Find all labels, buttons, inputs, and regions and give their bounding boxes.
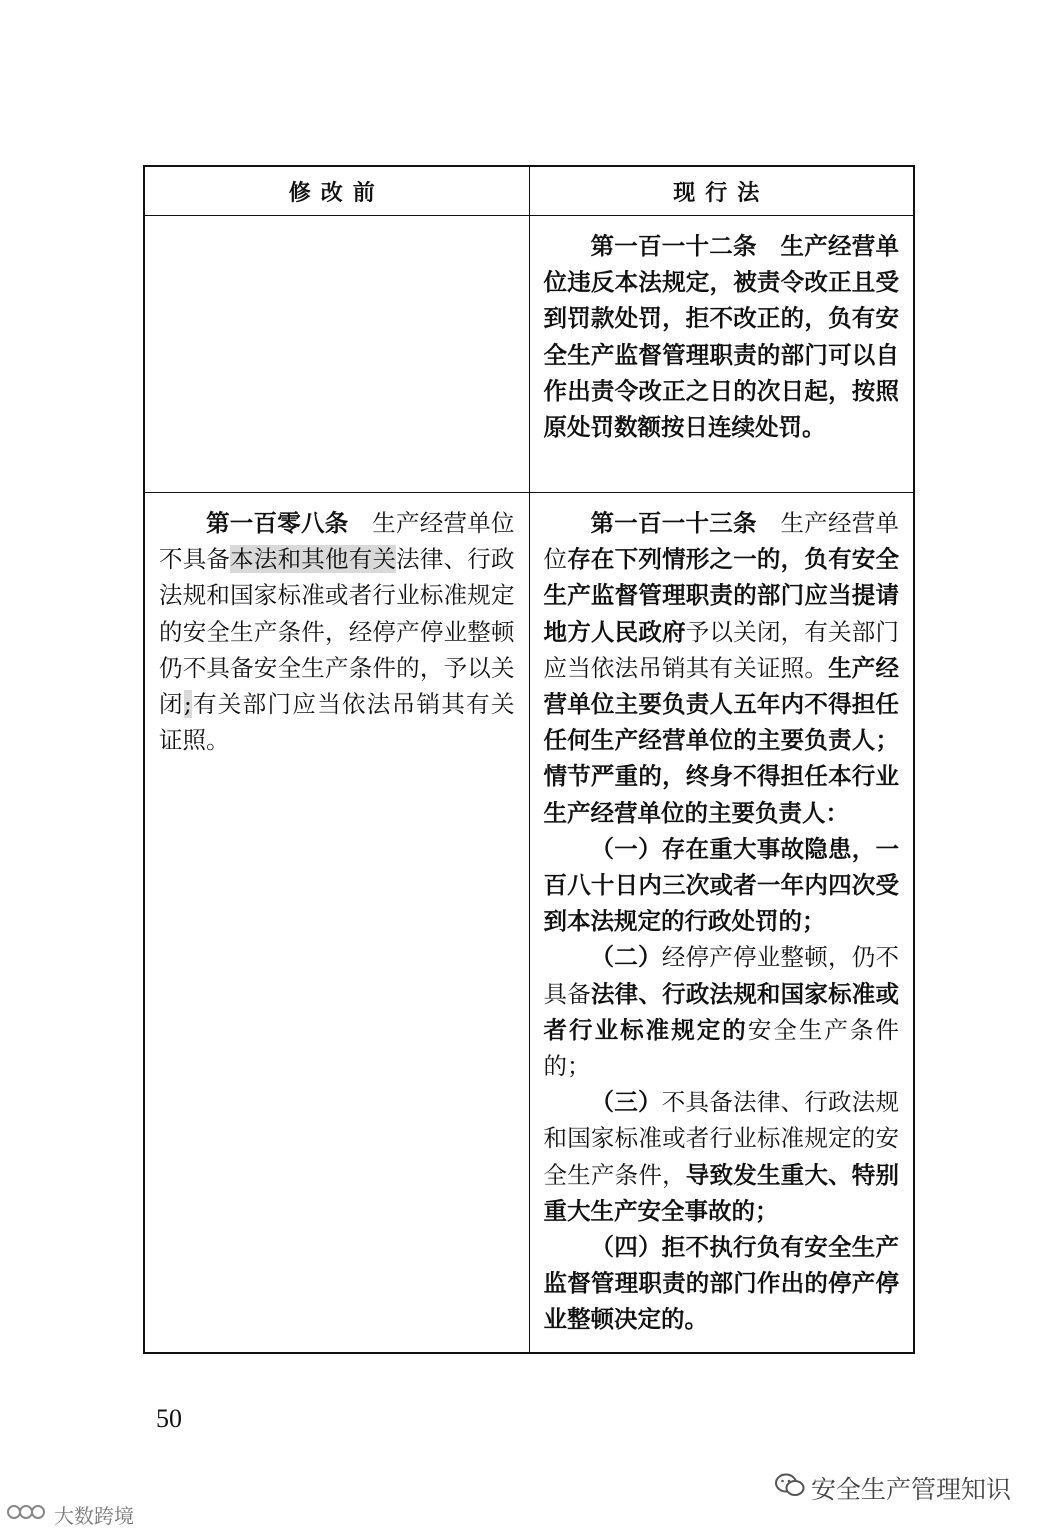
article-113-text-2: 存在下列情形之一的，负有安全生产监督管理职责的部门应当提请地方人民政府: [543, 545, 900, 646]
article-112-title: 第一百一十二条: [590, 232, 757, 260]
watermark-right: [775, 1470, 1011, 1506]
item-3-text-2: 导致发生重大、特别重大生产安全事故的；: [543, 1160, 900, 1225]
row2-current-cell: [529, 493, 914, 1353]
article-113-item-1: （一）存在重大事故隐患，一百八十日内三次或者一年内四次受到本法规定的行政处罚的；: [543, 834, 899, 936]
item-3-text-1: 不具备法律、行政法规和国家标准或者行业标准规定的安全生产条件，: [543, 1088, 899, 1189]
article-113-item-4: （四）拒不执行负有安全生产监督管理职责的部门作出的停产停业整顿决定的。: [543, 1233, 899, 1334]
row2-before-text: [145, 493, 529, 772]
article-108-title: 第一百零八条: [206, 509, 349, 537]
row1-current-text: [530, 216, 914, 459]
row1-current-cell: [529, 216, 914, 493]
article-113-title: 第一百一十三条: [590, 509, 757, 537]
row2-before-cell: [144, 493, 529, 1353]
item-2-text-2: 法律、行政法规和国家标准或者行业标准规定的: [543, 979, 900, 1044]
watermark-right-text: 安全生产管理知识: [811, 1475, 1012, 1504]
row1-before-text: [145, 216, 529, 242]
header-current: 现行法: [529, 166, 914, 216]
article-112-body: 生产经营单位违反本法规定，被责令改正且受到罚款处罚，拒不改正的，负有安全生产监督管理职责的部门可以自作出责令改正之日的次日起，按照原处罚数额按日连续处罚。: [543, 232, 899, 442]
article-113-item-3: [544, 1084, 900, 1229]
article-113-text-4: 生产经营单位主要负责人五年内不得担任任何生产经营单位的主要负责人；情节严重的，终身不得担任本行业生产经营单位的主要负责人：: [543, 653, 900, 827]
article-108-text-1: 生产经营单位不具备: [159, 509, 515, 574]
article-113-item-2: [544, 939, 900, 1084]
item-2-number: （二）: [590, 943, 662, 972]
article-108-text-3: 有关部门应当依法吊销其有关证照。: [159, 690, 515, 755]
article-113-text-3: 予以关闭，有关部门应当依法吊销其有关证照。: [543, 617, 900, 682]
item-3-number: （三）: [590, 1088, 662, 1117]
row2-current-text: [530, 493, 914, 1352]
article-113-text-1: 生产经营单位: [543, 509, 899, 574]
page-number: 50: [156, 1404, 182, 1433]
watermark-left-text: 大数跨境: [54, 1504, 134, 1528]
row1-before-cell: [144, 216, 529, 493]
article-108-highlight-2: ;: [183, 690, 192, 719]
item-2-text-1: 经停产停业整顿，仍不具备: [543, 943, 899, 1008]
header-before: 修改前: [144, 166, 529, 216]
brand-logo-icon: [6, 1501, 50, 1528]
wechat-icon: [775, 1472, 805, 1504]
comparison-table: [143, 165, 915, 1354]
article-108-text-2: 法律、行政法规和国家标准或者行业标准规定的安全生产条件，经停产停业整顿仍不具备安全生产条件的，予以关闭: [159, 545, 515, 719]
article-108-highlight-1: 本法和其他有关: [230, 545, 397, 574]
item-2-text-3: 安全生产条件的；: [543, 1015, 900, 1081]
watermark-left: [6, 1500, 134, 1529]
